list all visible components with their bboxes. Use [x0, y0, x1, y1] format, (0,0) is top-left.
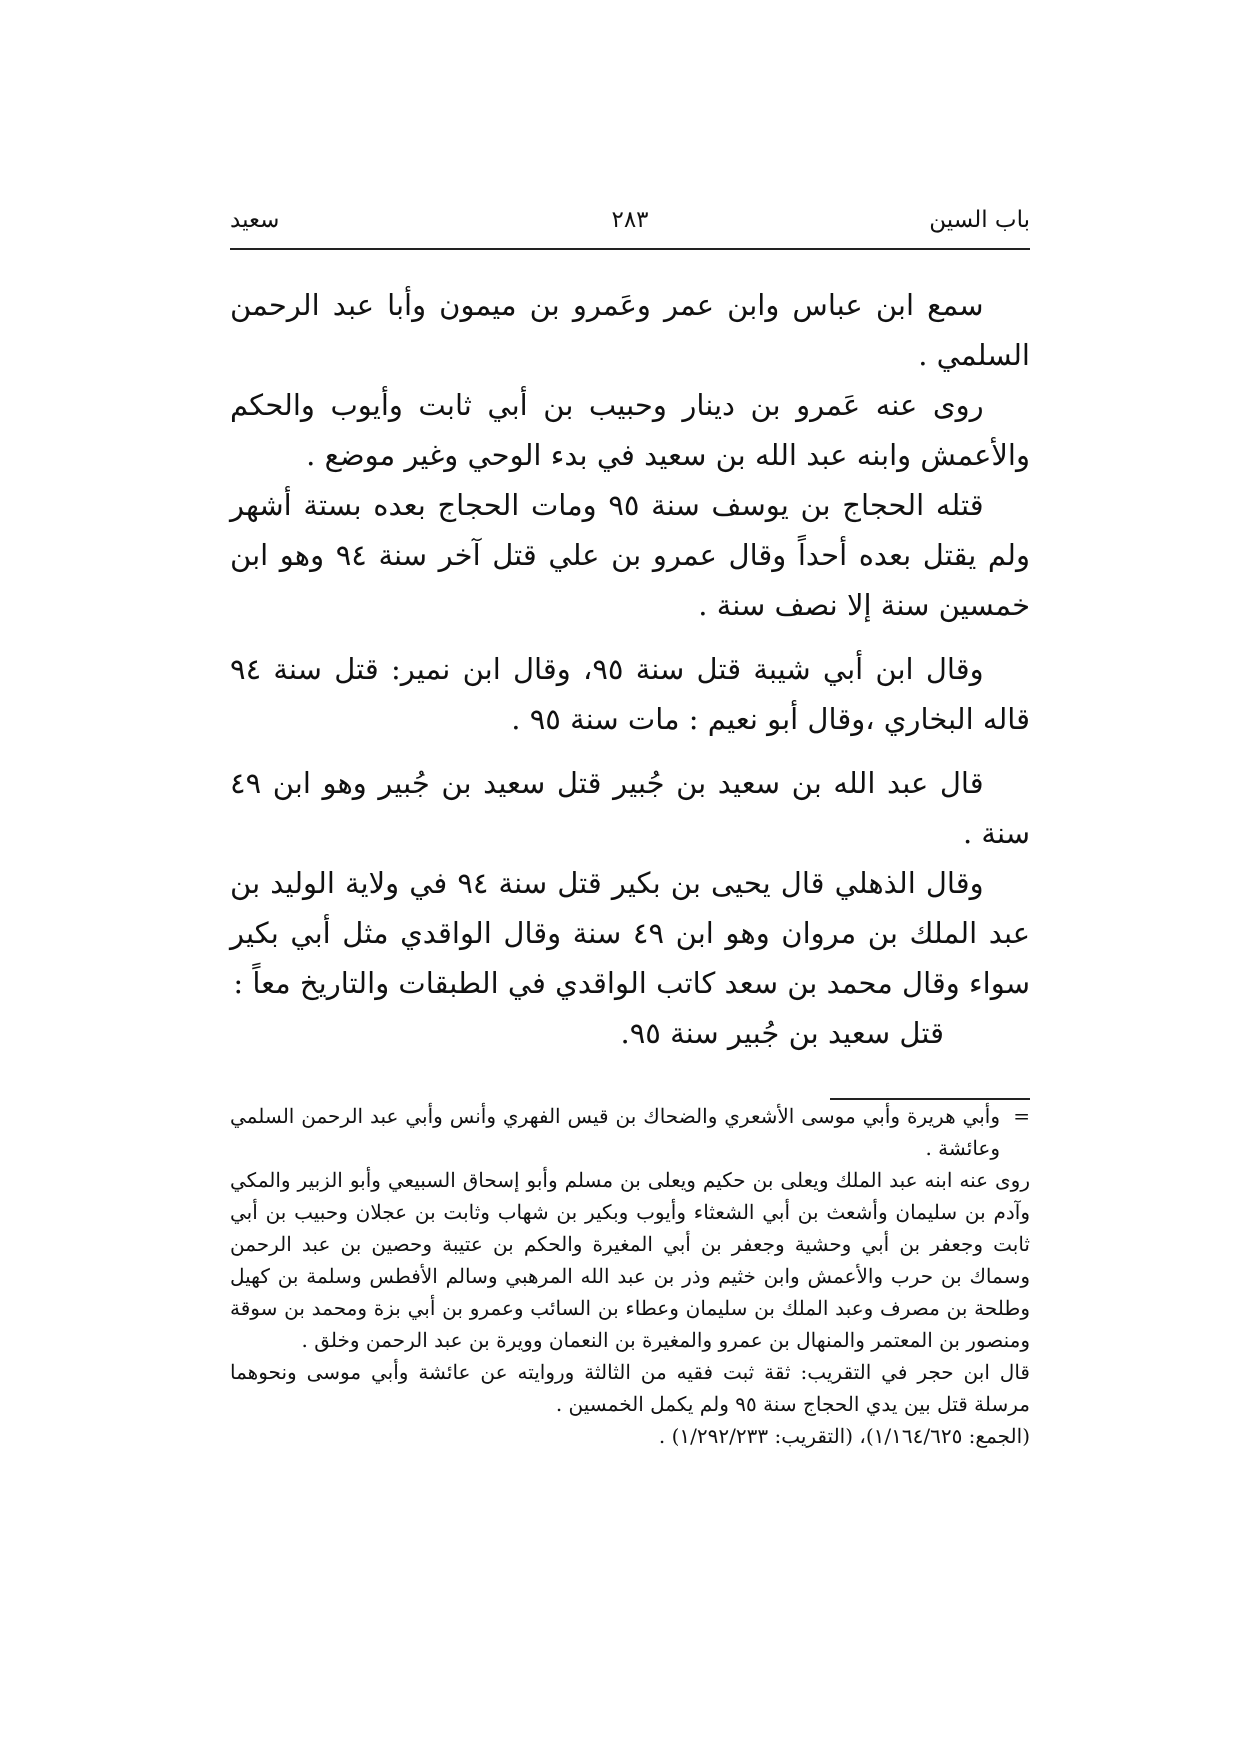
- main-text: [230, 280, 1030, 1058]
- continuation-mark: =: [1013, 1104, 1030, 1128]
- paragraph-ibn-saad-quote: قتل سعيد بن جُبير سنة ٩٥.: [620, 1016, 944, 1050]
- footnote-text: وأبي هريرة وأبي موسى الأشعري والضحاك بن قيس الفهري وأنس وأبي عبد الرحمن السلمي وعائشة .: [230, 1104, 1000, 1160]
- paragraph-death-hajjaj: قتله الحجاج بن يوسف سنة ٩٥ ومات الحجاج بعده بستة أشهر ولم يقتل بعده أحداً وقال عمرو بن علي قتل آخر سنة ٩٤ وهو ابن خمسين سنة إلا نصف سنة .: [230, 488, 1031, 622]
- paragraph-age-at-death: قال عبد الله بن سعيد بن جُبير قتل سعيد بن جُبير وهو ابن ٤٩ سنة .: [230, 766, 1030, 850]
- footnote-narrators: روى عنه ابنه عبد الملك ويعلى بن حكيم ويعلى بن مسلم وأبو إسحاق السبيعي وأبو الزبير والمكي وآدم بن سليمان وأشعث بن أبي الشعثاء وأيوب وبكير بن شهاب وثابت بن عجلان وحبيب بن أبي ثابت وجعفر بن أبي وحشية وجعفر بن أبي المغيرة والحكم بن عتيبة وحصين بن عبد الرحمن وسماك بن حرب والأعمش وابن خثيم وذر بن عبد الله المرهبي وسالم الأفطس وسلمة بن كهيل وطلحة بن مصرف وعبد الملك بن سليمان وعطاء بن السائب وعمرو بن أبي بزة ومحمد بن سوقة ومنصور بن المعتمر والمنهال بن عمرو والمغيرة بن النعمان وويرة بن عبد الرحمن وخلق .: [230, 1168, 1030, 1352]
- paragraph-dhuhli: وقال الذهلي قال يحيى بن بكير قتل سنة ٩٤ في ولاية الوليد بن عبد الملك بن مروان وهو ابن ٤٩ سنة وقال الواقدي مثل أبي بكير سواء وقال محمد بن سعد كاتب الواقدي في الطبقات والتاريخ معاً :: [230, 866, 1031, 1000]
- entry-name: سعيد: [230, 207, 280, 233]
- running-header: [230, 203, 1030, 243]
- footnote-ibn-hajar: قال ابن حجر في التقريب: ثقة ثبت فقيه من الثالثة وروايته عن عائشة وأبي موسى ونحوهما مرسلة قتل بين يدي الحجاج سنة ٩٥ ولم يكمل الخمسين .: [230, 1360, 1030, 1416]
- footnote-references: (الجمع: ١/١٦٤/٦٢٥)، (التقريب: ١/٢٩٢/٢٣٣) .: [658, 1424, 1030, 1448]
- paragraph-death-dates: وقال ابن أبي شيبة قتل سنة ٩٥، وقال ابن نمير: قتل سنة ٩٤ قاله البخاري ،وقال أبو نعيم : مات سنة ٩٥ .: [230, 652, 1030, 736]
- chapter-title: باب السين: [929, 207, 1030, 233]
- header-divider: [230, 248, 1030, 250]
- footnotes: [230, 1100, 1030, 1452]
- page-number: ٢٨٣: [611, 207, 649, 233]
- paragraph-teachers: سمع ابن عباس وابن عمر وعَمرو بن ميمون وأبا عبد الرحمن السلمي .: [230, 288, 1030, 372]
- paragraph-students: روى عنه عَمرو بن دينار وحبيب بن أبي ثابت وأيوب والحكم والأعمش وابنه عبد الله بن سعيد في بدء الوحي وغير موضع .: [230, 388, 1030, 472]
- footnote-continuation: [230, 1100, 1030, 1164]
